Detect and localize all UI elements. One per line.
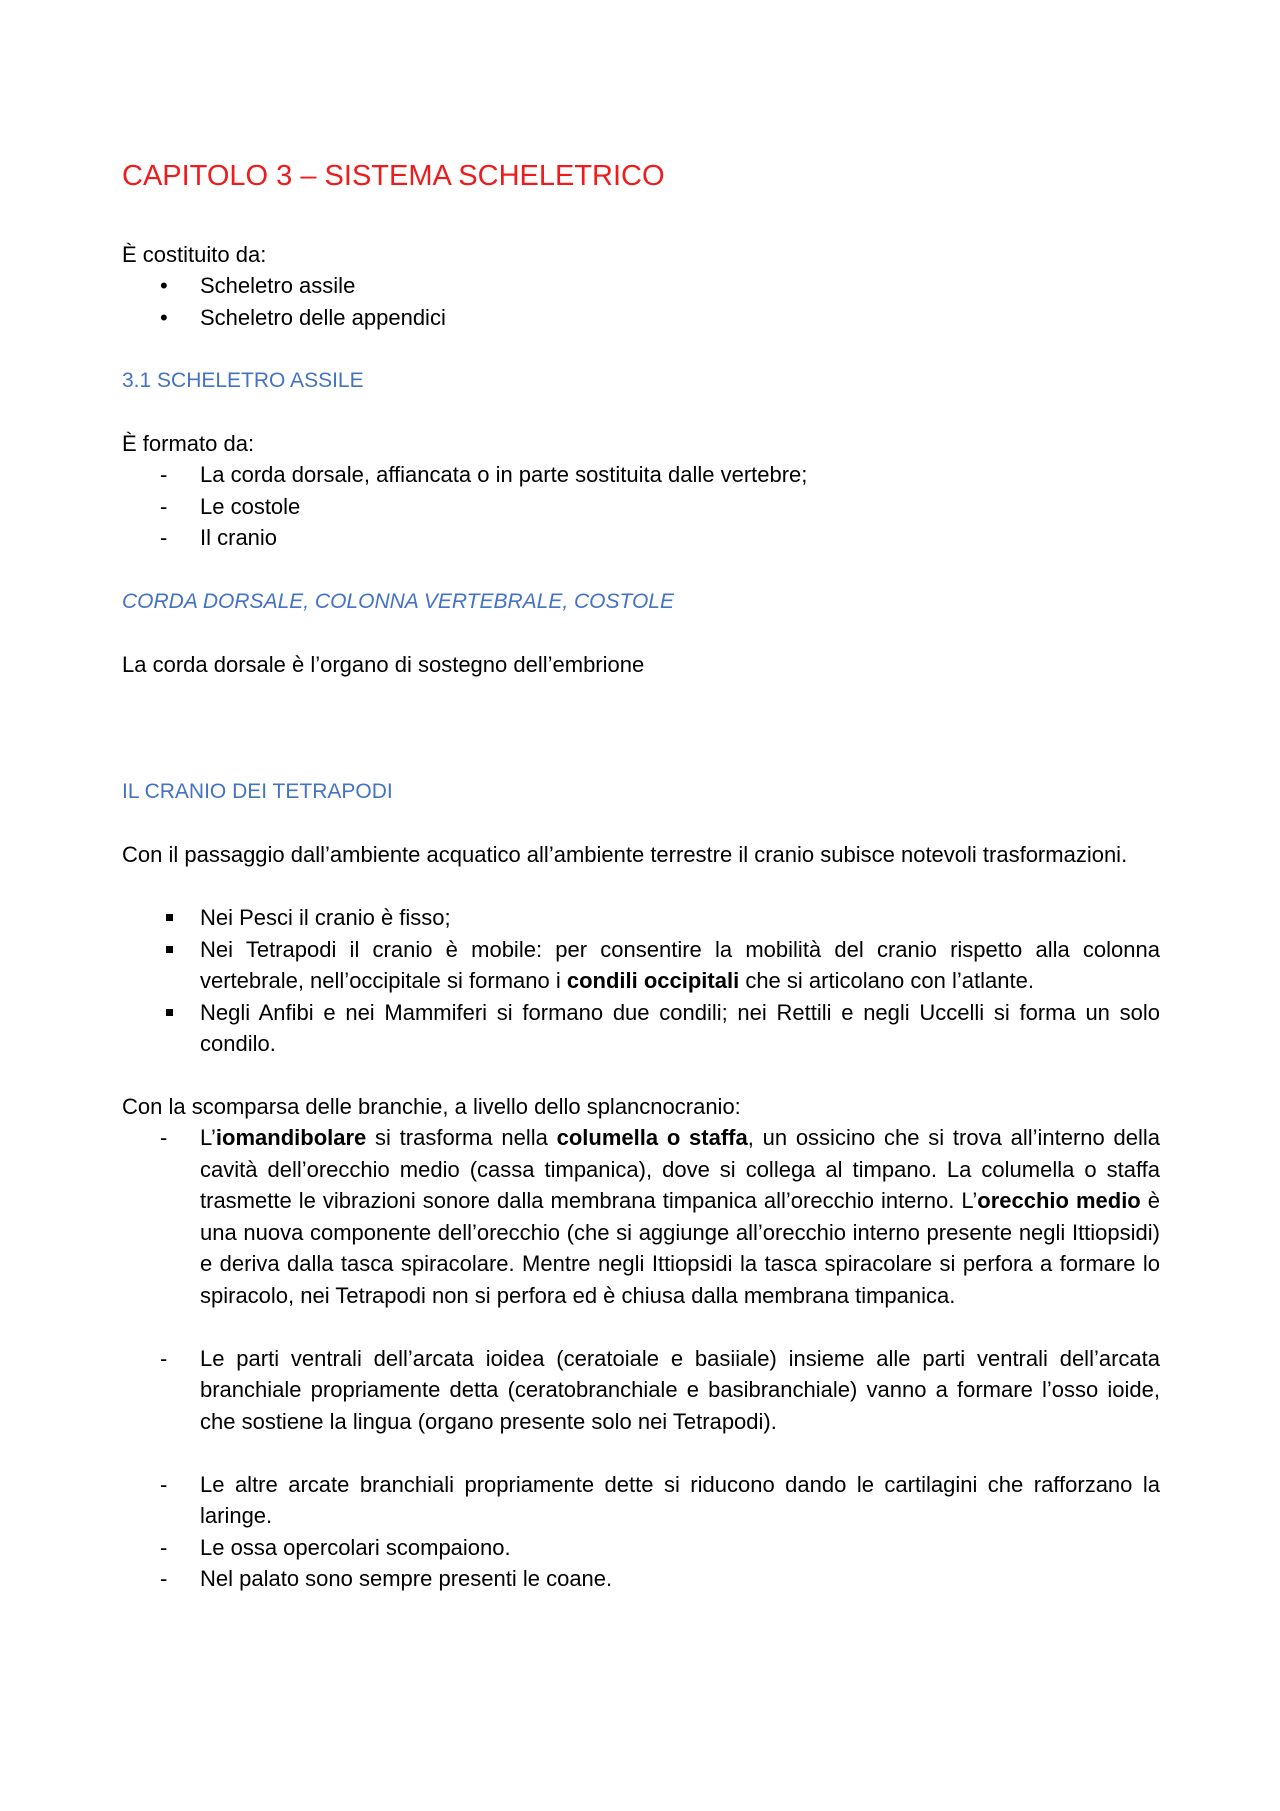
- splanc-list: [122, 1122, 1160, 1595]
- list-item: - L’iomandibolare si trasforma nella columella o staffa, un ossicino che si trova all’interno della cavità dell’orecchio medio (cassa timpanica), dove si collega al timpano. La columella o staffa trasmette le vibrazioni sonore dalla membrana timpanica all’orecchio interno. L’orecchio medio è una nuova componente dell’orecchio (che si aggiunge all’orecchio interno presente negli Ittiopsidi) e deriva dalla tasca spiracolare. Mentre negli Ittiopsidi la tasca spiracolare si perfora a formare lo spiracolo, nei Tetrapodi non si perfora ed è chiusa dalla membrana timpanica.: [122, 1122, 1160, 1311]
- chapter-title: CAPITOLO 3 – SISTEMA SCHELETRICO: [122, 160, 665, 192]
- square-bullet-icon: [160, 902, 190, 934]
- dash-marker: -: [160, 1566, 168, 1591]
- subsection-heading-cranio: IL CRANIO DEI TETRAPODI: [122, 780, 393, 803]
- splanc-lead: Con la scomparsa delle branchie, a livello dello splancnocranio:: [122, 1094, 741, 1119]
- list-item: Negli Anfibi e nei Mammiferi si formano due condili; nei Rettili e negli Uccelli si forma un solo condilo.: [122, 997, 1160, 1060]
- cranio-list: [122, 902, 1160, 1060]
- square-bullet-icon: [160, 997, 190, 1029]
- square-bullet-icon: [160, 934, 190, 966]
- section-heading-3-1: 3.1 SCHELETRO ASSILE: [122, 369, 364, 392]
- intro-list: [122, 270, 1160, 333]
- list-item: - Le costole: [122, 491, 1160, 523]
- intro-lead: È costituito da:: [122, 242, 267, 267]
- list-item: • Scheletro delle appendici: [122, 302, 1160, 334]
- dash-marker: -: [160, 493, 168, 519]
- list-item: - Le altre arcate branchiali propriamente dette si riducono dando le cartilagini che rafforzano la laringe.: [122, 1469, 1160, 1532]
- list-item: - Le ossa opercolari scompaiono.: [122, 1532, 1160, 1564]
- corda-paragraph: La corda dorsale è l’organo di sostegno dell’embrione: [122, 652, 645, 677]
- dash-marker: -: [160, 462, 168, 487]
- dash-marker: -: [160, 1471, 168, 1497]
- dash-marker: -: [160, 1345, 168, 1371]
- bullet-marker: •: [160, 273, 168, 298]
- section-3-1-lead: È formato da:: [122, 431, 255, 456]
- list-item: - Il cranio: [122, 522, 1160, 554]
- list-item: • Scheletro assile: [122, 270, 1160, 302]
- list-item: - Le parti ventrali dell’arcata ioidea (ceratoiale e basiiale) insieme alle parti ventrali dell’arcata branchiale propriamente detta (ceratobranchiale e basibranchiale) vanno a formare l’osso ioide, che sostiene la lingua (organo presente solo nei Tetrapodi).: [122, 1343, 1160, 1438]
- dash-marker: -: [160, 1125, 168, 1150]
- list-item: Nei Pesci il cranio è fisso;: [122, 902, 1160, 934]
- cranio-intro-paragraph: Con il passaggio dall’ambiente acquatico all’ambiente terrestre il cranio subisce notevoli trasformazioni.: [122, 842, 1128, 867]
- dash-marker: -: [160, 525, 168, 550]
- bullet-marker: •: [160, 304, 168, 330]
- section-3-1-list: [122, 459, 1160, 554]
- dash-marker: -: [160, 1534, 168, 1560]
- list-item: Nei Tetrapodi il cranio è mobile: per consentire la mobilità del cranio rispetto alla colonna vertebrale, nell’occipitale si formano i condili occipitali che si articolano con l’atlante.: [122, 934, 1160, 997]
- list-item: - La corda dorsale, affiancata o in parte sostituita dalle vertebre;: [122, 459, 1160, 491]
- subsection-heading-corda: CORDA DORSALE, COLONNA VERTEBRALE, COSTOLE: [122, 590, 674, 613]
- list-item: - Nel palato sono sempre presenti le coane.: [122, 1563, 1160, 1595]
